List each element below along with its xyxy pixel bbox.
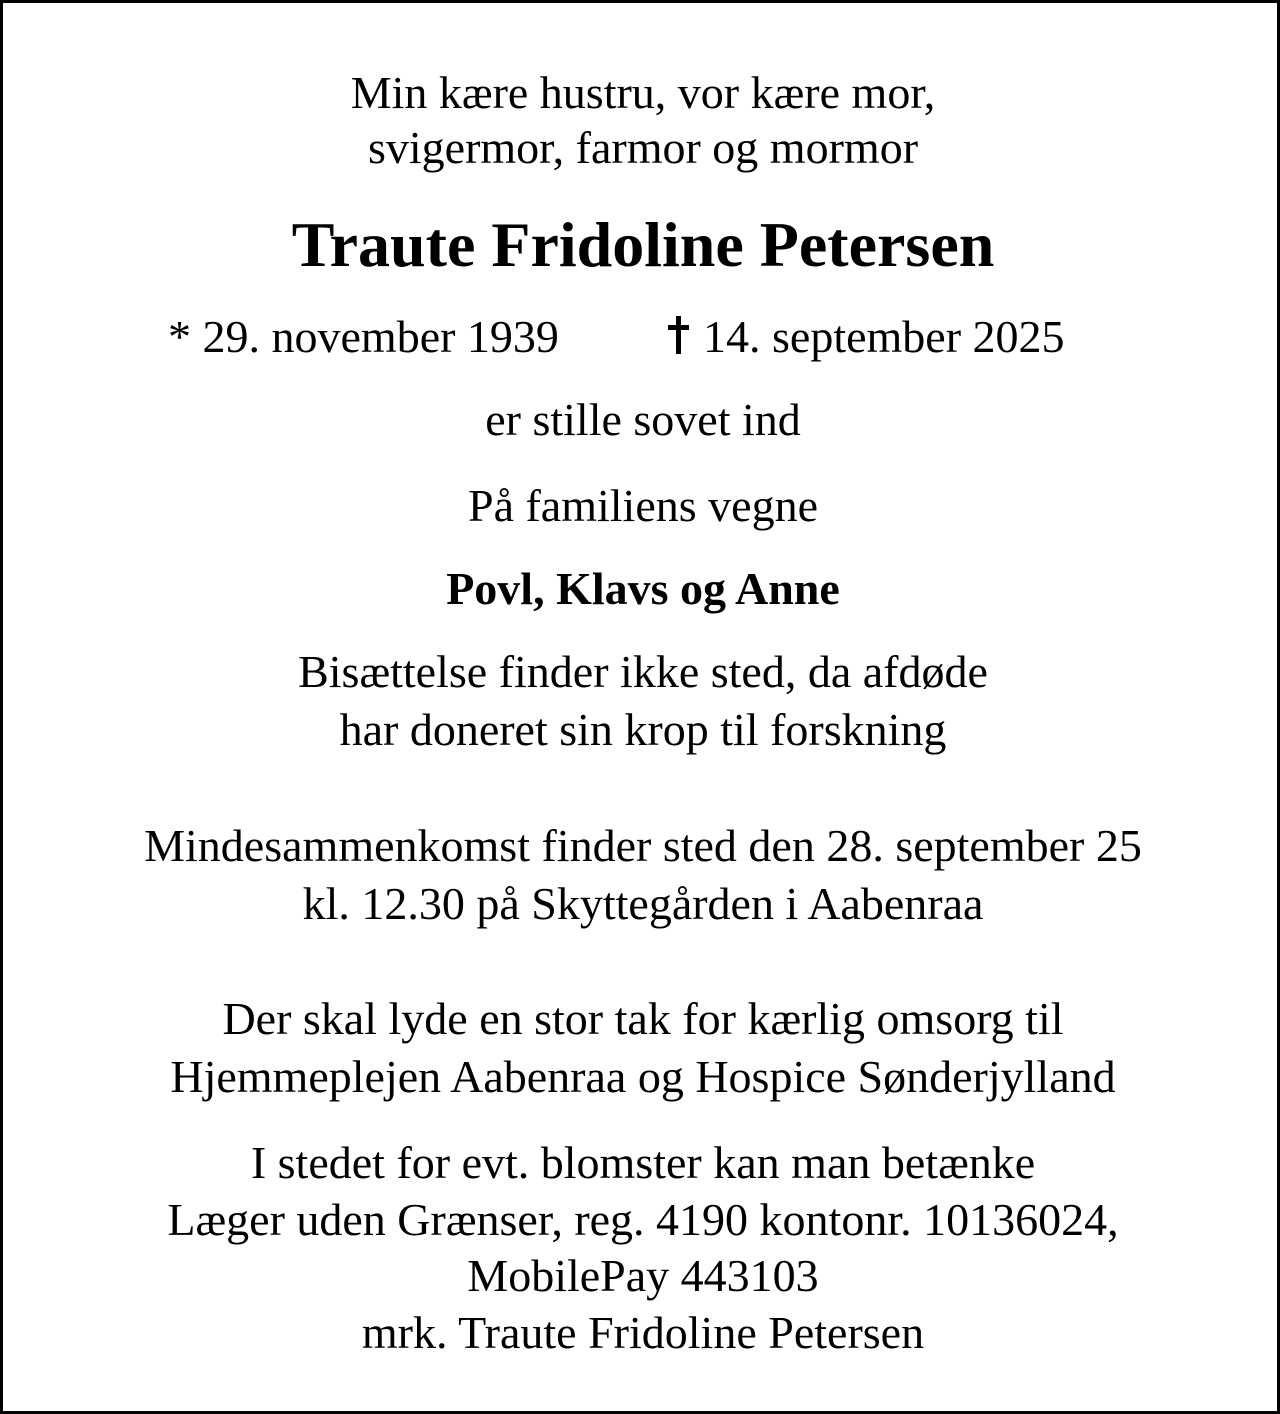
cross-icon: [667, 316, 689, 354]
memorial-line-1: Mindesammenkomst finder sted den 28. september 25: [144, 820, 1142, 871]
burial-line-1: Bisættelse finder ikke sted, da afdøde: [298, 646, 988, 697]
intro-line-2: svigermor, farmor og mormor: [367, 122, 919, 173]
donation-line-1: I stedet for evt. blomster kan man betænke: [250, 1137, 1036, 1188]
thanks-line-2: Hjemmeplejen Aabenraa og Hospice Sønderjylland: [170, 1051, 1116, 1102]
burial-line-2: har doneret sin krop til forskning: [339, 704, 947, 755]
donation-line-4: mrk. Traute Fridoline Petersen: [361, 1307, 925, 1358]
family-names: Povl, Klavs og Anne: [446, 563, 840, 614]
death-date: 14. september 2025: [703, 311, 1065, 362]
donation-line-2: Læger uden Grænser, reg. 4190 kontonr. 10136024,: [167, 1194, 1119, 1245]
deceased-name: Traute Fridoline Petersen: [291, 209, 995, 280]
passing-text: er stille sovet ind: [485, 394, 801, 445]
on-behalf-text: På familiens vegne: [467, 480, 818, 531]
death-date-group: [667, 311, 1065, 362]
donation-line-3: MobilePay 443103: [467, 1250, 819, 1301]
thanks-line-1: Der skal lyde en stor tak for kærlig omsorg til: [222, 993, 1064, 1044]
birth-date: * 29. november 1939: [168, 311, 559, 362]
life-dates: [3, 311, 1280, 364]
intro-line-1: Min kære hustru, vor kære mor,: [350, 67, 936, 118]
memorial-line-2: kl. 12.30 på Skyttegården i Aabenraa: [302, 878, 984, 929]
